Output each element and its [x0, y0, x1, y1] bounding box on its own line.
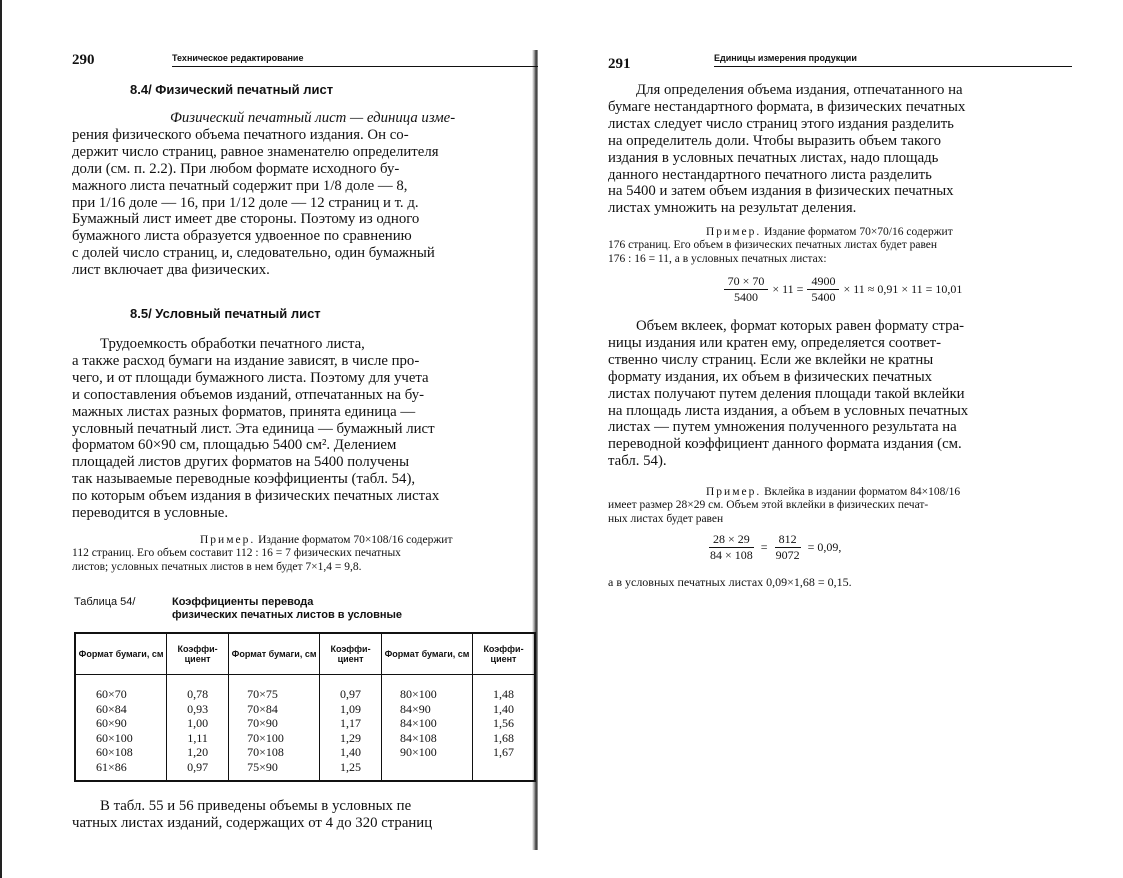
table-column-coef-2 [320, 675, 382, 782]
table-cell: 60×84 [96, 701, 127, 716]
left-paragraph-2 [72, 336, 540, 522]
right-page-number: 291 [608, 56, 631, 72]
formula-1-num-2: 4900 [807, 274, 839, 290]
left-footer-line-1: чатных листах изданий, содержащих от 4 до 320 страниц [72, 814, 433, 831]
left-running-title: Техническое редактирование [172, 53, 304, 63]
window-left-border [0, 0, 2, 878]
formula-2-fraction-2 [772, 532, 804, 563]
table-cell: 60×100 [96, 730, 133, 745]
table-cell: 70×100 [247, 730, 284, 745]
right-final-line: а в условных печатных листах 0,09×1,68 = 0,15. [608, 575, 852, 589]
table-cell: 1,20 [187, 745, 209, 759]
left-paragraph-1 [72, 110, 540, 279]
left-p2-line-1: а также расход бумаги на издание зависят, в числе про- [72, 352, 420, 369]
right-paragraph-1 [608, 82, 1076, 217]
table-cell: 1,17 [340, 716, 362, 730]
table-header-cell: Формат бумаги, см [75, 633, 167, 675]
table-header-cell: Коэффи-циент [167, 633, 229, 675]
formula-2-num-2: 812 [775, 532, 801, 548]
right-page [608, 0, 1076, 878]
left-p2-line-4: мажных листах разных форматов, принята единица — [72, 403, 416, 420]
table-cell: 1,67 [493, 745, 514, 759]
left-p2-line-6: форматом 60×90 см, площадью 5400 см². Делением [72, 437, 397, 454]
right-p2-line-6: листах — путем умножения полученного результата на [608, 419, 957, 436]
formula-1-den-2: 5400 [811, 290, 836, 304]
right-p2-line-2: ственно числу страниц. Если же вклейки не кратны [608, 351, 934, 368]
left-p1-line-6: Бумажный лист имеет две стороны. Поэтому из одного [72, 211, 420, 228]
table-cell: 0,93 [187, 701, 209, 716]
right-p2-line-1: ницы издания или кратен ему, определяется соответ- [608, 334, 942, 351]
table-cell: 0,97 [340, 687, 362, 701]
left-example [72, 534, 540, 574]
right-p1-line-6: на 5400 и затем объем издания в физических печатных [608, 183, 954, 200]
right-example-1-line-1: 176 страниц. Его объем в физических печатных листах будет равен [608, 239, 938, 252]
right-example-2-line-0: Вклейка в издании форматом 84×108/16 [764, 486, 961, 498]
right-paragraph-2 [608, 318, 1076, 470]
table-cell: 61×86 [96, 759, 127, 774]
left-p1-line-7: бумажного листа образуется удвоенное по сравнению [72, 228, 412, 245]
left-p2-line-5: условный печатный лист. Эта единица — бумажный лист [72, 420, 435, 437]
left-example-line-1: 112 страниц. Его объем составит 112 : 16 = 7 физических печатных [72, 547, 401, 560]
right-p1-line-3: на определитель доли. Чтобы выразить объем такого [608, 132, 941, 149]
table-cell: 70×108 [247, 745, 284, 759]
left-footer-text [72, 798, 540, 832]
section-8-5-title: 8.5/ Условный печатный лист [130, 306, 321, 321]
left-p1-line-3: доли (см. п. 2.2). При любом формате исходного бу- [72, 160, 400, 177]
table-column-coef-3 [473, 675, 535, 782]
right-p2-line-8: табл. 54). [608, 453, 667, 470]
formula-1-fraction-1 [724, 274, 769, 305]
left-page [72, 0, 540, 878]
left-footer-line-0: В табл. 55 и 56 приведены объемы в условных пе [100, 798, 412, 814]
table-caption-line-0: Коэффициенты перевода [172, 596, 314, 608]
right-p1-line-7: листах умножить на результат деления. [608, 200, 857, 217]
formula-1-num-1: 70 × 70 [724, 274, 769, 290]
table-cell: 80×100 [400, 687, 437, 701]
table-cell: 1,00 [187, 716, 209, 730]
right-p1-line-2: листах следует число страниц этого издания разделить [608, 115, 954, 132]
table-header-cell: Формат бумаги, см [229, 633, 320, 675]
formula-2 [608, 532, 1076, 563]
table-cell: 1,48 [493, 687, 514, 701]
right-p1-line-1: бумаге нестандартного формата, в физических печатных [608, 98, 966, 115]
left-p1-line-9: лист включает два физических. [72, 262, 270, 279]
right-p2-line-7: переводной коэффициент данного формата издания (см. [608, 436, 962, 453]
left-running-head [72, 52, 540, 68]
table-cell: 1,40 [493, 701, 514, 716]
left-p2-line-10: переводится в условные. [72, 505, 229, 522]
left-p2-line-2: чего, и от площади бумажного листа. Поэтому для учета [72, 369, 429, 386]
table-cell: 84×100 [400, 716, 437, 730]
right-p2-line-3: формату издания, их объем в физических печатных [608, 368, 933, 385]
formula-1 [608, 274, 1076, 305]
left-p2-line-7: площадей листов других форматов на 5400 получены [72, 454, 410, 471]
formula-2-fraction-1 [706, 532, 757, 563]
table-cell: 60×108 [96, 745, 133, 759]
table-column-format-3 [382, 675, 473, 782]
left-p1-line-0: Физический печатный лист — единица изме- [170, 110, 456, 126]
table-caption-label: Таблица 54/ [74, 596, 136, 608]
right-example-1-line-0: Издание форматом 70×70/16 содержит [764, 226, 953, 238]
table-cell: 84×108 [400, 730, 437, 745]
table-cell: 1,09 [340, 701, 362, 716]
table-body-row [75, 675, 535, 782]
table-header-cell: Коэффи-циент [473, 633, 535, 675]
table-cell: 1,68 [493, 730, 514, 745]
table-cell: 1,11 [187, 730, 208, 745]
right-p1-line-4: издания в условных печатных листах, надо площадь [608, 149, 939, 166]
table-cell: 0,78 [187, 687, 209, 701]
left-p1-line-2: держит число страниц, равное знаменателю определителя [72, 143, 439, 160]
right-example-1 [608, 226, 1076, 266]
formula-1-mid: × 11 = [772, 282, 804, 296]
table-column-coef-1 [167, 675, 229, 782]
left-page-number: 290 [72, 52, 95, 68]
formula-2-num-1: 28 × 29 [709, 532, 754, 548]
table-cell: 1,25 [340, 759, 362, 774]
right-example-2 [608, 486, 1076, 526]
right-header-rule [714, 66, 1072, 67]
table-header-row [75, 633, 535, 675]
table-column-format-2 [229, 675, 320, 782]
left-p2-line-0: Трудоемкость обработки печатного листа, [100, 336, 365, 352]
left-example-line-2: листов; условных печатных листов в нем будет 7×1,4 = 9,8. [72, 560, 362, 573]
formula-1-den-1: 5400 [733, 290, 758, 304]
table-cell: 0,97 [187, 759, 209, 774]
table-cell: 70×90 [247, 716, 278, 730]
table-cell: 75×90 [247, 759, 278, 774]
left-p1-line-1: рения физического объема печатного издания. Он со- [72, 126, 409, 143]
right-p1-line-0: Для определения объема издания, отпечатанного на [636, 82, 963, 98]
table-cell: 1,40 [340, 745, 362, 759]
coefficients-table [74, 632, 536, 782]
left-p2-line-9: по которым объем издания в физических печатных листах [72, 488, 440, 505]
right-example-1-line-2: 176 : 16 = 11, а в условных печатных листах: [608, 252, 827, 265]
left-p1-line-8: с долей число страниц, и, следовательно, один бумажный [72, 245, 435, 262]
left-p2-line-8: так называемые переводные коэффициенты (табл. 54), [72, 471, 416, 488]
right-example-1-label: Пример. [706, 226, 762, 238]
table-caption-line-1: физических печатных листов в условные [172, 609, 403, 621]
right-running-title: Единицы измерения продукции [714, 53, 857, 63]
right-p2-line-4: листах получают путем деления площади такой вклейки [608, 385, 965, 402]
table-cell: 1,29 [340, 730, 362, 745]
table-header-cell: Формат бумаги, см [382, 633, 473, 675]
table-cell: 60×70 [96, 687, 127, 701]
right-p2-line-5: на площадь листа издания, а объем в условных печатных [608, 402, 969, 419]
table-cell: 84×90 [400, 701, 431, 716]
right-example-2-label: Пример. [706, 486, 762, 498]
right-example-2-line-1: имеет размер 28×29 см. Объем этой вклейки в физических печат- [608, 499, 929, 512]
left-example-label: Пример. [200, 534, 256, 546]
table-cell: 70×84 [247, 701, 278, 716]
formula-2-eq: = [760, 540, 768, 554]
right-p1-line-5: данного нестандартного печатного листа разделить [608, 166, 932, 183]
right-running-head [608, 52, 1076, 72]
left-header-rule [172, 66, 538, 67]
left-p1-line-4: мажного листа печатный содержит при 1/8 доле — 8, [72, 177, 408, 194]
left-p2-line-3: и сопоставления объемов изданий, отпечатанных на бу- [72, 386, 425, 403]
table-header-cell: Коэффи-циент [320, 633, 382, 675]
table-cell: 90×100 [400, 745, 437, 759]
formula-1-tail: × 11 ≈ 0,91 × 11 = 10,01 [843, 282, 963, 296]
left-p1-line-5: при 1/16 доле — 16, при 1/12 доле — 12 страниц и т. д. [72, 194, 419, 211]
table-cell: 70×75 [247, 687, 278, 701]
formula-2-den-2: 9072 [775, 548, 800, 562]
right-example-2-line-2: ных листах будет равен [608, 512, 724, 525]
left-example-line-0: Издание форматом 70×108/16 содержит [258, 534, 453, 546]
table-column-format-1 [75, 675, 167, 782]
table-cell: 60×90 [96, 716, 127, 730]
formula-1-fraction-2 [807, 274, 839, 305]
formula-2-den-1: 84 × 108 [710, 548, 753, 562]
section-8-4-title: 8.4/ Физический печатный лист [130, 82, 334, 97]
formula-2-tail: = 0,09, [807, 540, 842, 554]
right-p2-line-0: Объем вклеек, формат которых равен формату стра- [636, 318, 965, 334]
table-cell: 1,56 [493, 716, 514, 730]
